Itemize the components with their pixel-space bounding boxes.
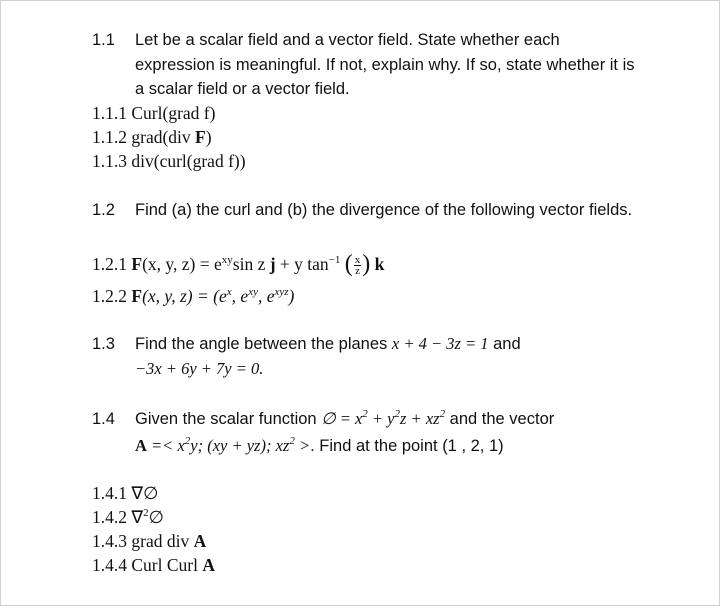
item-1-1-3 bbox=[92, 149, 246, 173]
item-bold: A bbox=[193, 531, 207, 551]
item-bold: F bbox=[195, 127, 206, 147]
item-expression: ∇∅ bbox=[131, 483, 159, 503]
item-number: 1.4.3 bbox=[92, 531, 127, 551]
question-text: Find the angle between the planes x + 4 − 3z = 1 and −3x + 6y + 7y = 0. bbox=[135, 334, 521, 378]
question-number: 1.3 bbox=[92, 335, 115, 353]
item-expression: Curl(grad f) bbox=[131, 103, 216, 123]
item-number: 1.4.1 bbox=[92, 483, 127, 503]
item-expression: ∇$^2$∅ bbox=[131, 507, 164, 527]
question-text: Given the scalar function ∅ = $x^2 + y^2z + xz^2$ and the vector $A =< x^2y$; (xy + yz); $xz^2$ >. Find at the point (1 , 2, 1) bbox=[135, 408, 555, 455]
item-expression: grad(div bbox=[131, 127, 196, 147]
question-1-3 bbox=[92, 332, 652, 382]
item-number: 1.2.1 bbox=[92, 254, 127, 274]
fraction: $\frac{x}{z}$ bbox=[354, 254, 361, 278]
question-1-4 bbox=[92, 407, 672, 457]
item-expression: Curl Curl bbox=[131, 555, 203, 575]
left-paren: ( bbox=[344, 250, 353, 277]
item-1-1-1 bbox=[92, 101, 215, 125]
item-number: 1.1.2 bbox=[92, 127, 127, 147]
question-1-1 bbox=[92, 28, 652, 102]
question-1-2 bbox=[92, 198, 652, 248]
item-1-2-1: 1.2.1 F(x, y, $z) = e^{xy}\sin$ z j + y $\tan^{-1}$ ( $\frac{x}{z}$ ) k bbox=[92, 250, 385, 278]
question-number: 1.1 bbox=[92, 31, 115, 49]
question-text: Find (a) the curl and (b) the divergence of the following vector fields. bbox=[135, 201, 633, 219]
plane-equation-1: x + 4 − 3z = 1 bbox=[391, 334, 489, 353]
item-expression: grad div bbox=[131, 531, 194, 551]
item-number: 1.4.4 bbox=[92, 555, 127, 575]
item-1-2-2: 1.2.2 F(x, y, $z) = (e^x$, $e^{xy}$, $e^{xyz}$) bbox=[92, 286, 295, 306]
item-number: 1.2.2 bbox=[92, 286, 127, 306]
item-bold: A bbox=[202, 555, 215, 575]
item-1-4-3 bbox=[92, 529, 206, 553]
item-expression: div(curl(grad f)) bbox=[131, 151, 246, 171]
item-1-4-2 bbox=[92, 505, 164, 532]
scalar-function: ∅ = $x^2 + y^2z + xz^2$ bbox=[321, 408, 446, 428]
item-number: 1.4.2 bbox=[92, 507, 127, 527]
question-number: 1.4 bbox=[92, 410, 115, 428]
question-number: 1.2 bbox=[92, 201, 115, 219]
item-1-4-1 bbox=[92, 481, 158, 505]
item-number: 1.1.1 bbox=[92, 103, 127, 123]
item-1-4-4 bbox=[92, 553, 215, 577]
question-text: Let be a scalar field and a vector field. State whether each expression is meaningful. If not, explain why. If so, state whether it is a scalar field or a vector field. bbox=[135, 31, 635, 98]
item-1-1-2: 1.1.2 grad(div F) bbox=[92, 127, 212, 147]
plane-equation-2: −3x + 6y + 7y = 0. bbox=[135, 358, 264, 378]
right-paren: ) bbox=[362, 250, 371, 277]
vector-field-A: $A =< x^2y$; (xy + yz); $xz^2$ > bbox=[135, 434, 311, 455]
item-number: 1.1.3 bbox=[92, 151, 127, 171]
